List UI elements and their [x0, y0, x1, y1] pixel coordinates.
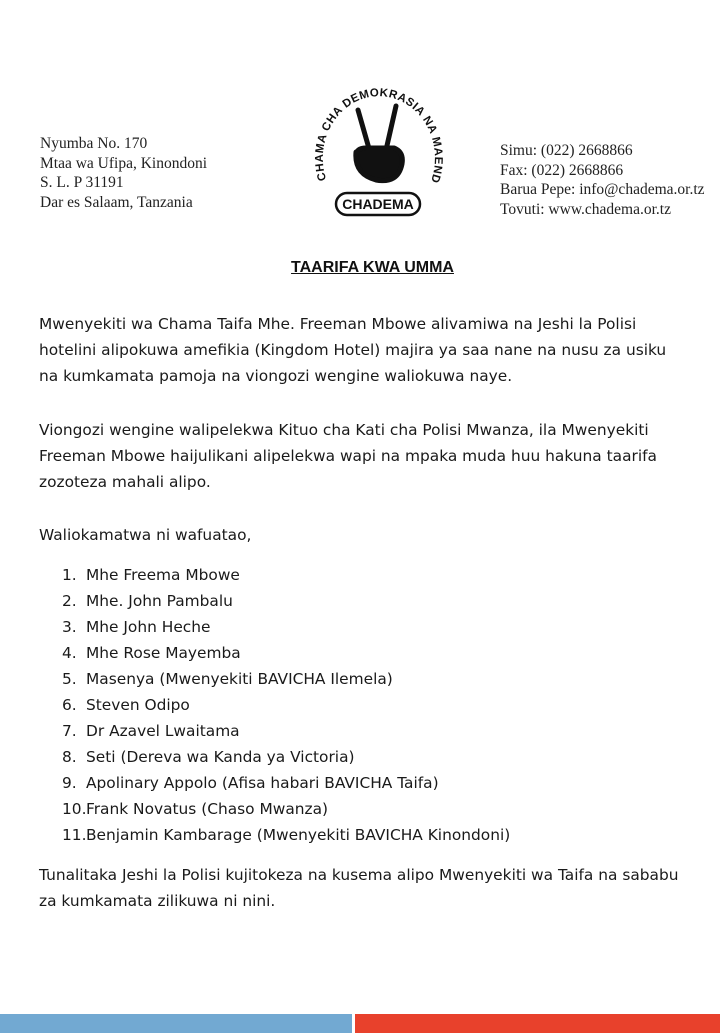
list-name: Apolinary Appolo (Afisa habari BAVICHA Taifa) — [86, 774, 439, 792]
list-item — [62, 718, 510, 744]
list-item — [62, 822, 510, 848]
paragraph-demand: Tunalitaka Jeshi la Polisi kujitokeza na kusema alipo Mwenyekiti wa Taifa na sababu za kumkamata zilikuwa ni nini. — [39, 866, 679, 910]
list-item — [62, 562, 510, 588]
address-line: Dar es Salaam, Tanzania — [40, 193, 193, 211]
contact-phone: Simu: (022) 2668866 — [500, 142, 633, 159]
paragraph-list-intro: Waliokamatwa ni wafuatao, — [39, 526, 252, 544]
address-line: S. L. P 31191 — [40, 174, 124, 191]
logo-name: CHADEMA — [342, 196, 414, 212]
list-name: Seti (Dereva wa Kanda ya Victoria) — [86, 748, 355, 766]
list-number: 2. — [62, 592, 77, 610]
list-name: Mhe Freema Mbowe — [86, 566, 240, 584]
list-number: 6. — [62, 696, 77, 714]
contact-email: Barua Pepe: info@chadema.or.tz — [500, 181, 705, 198]
list-item — [62, 666, 510, 692]
list-number: 8. — [62, 748, 77, 766]
contact-details — [500, 141, 705, 219]
list-name: Mhe. John Pambalu — [86, 592, 233, 610]
list-name: Dr Azavel Lwaitama — [86, 722, 240, 740]
list-item — [62, 640, 510, 666]
contact-fax: Fax: (022) 2668866 — [500, 161, 624, 179]
chadema-logo-graphic — [298, 72, 458, 222]
footer-bar-blue — [0, 1014, 352, 1033]
list-number: 7. — [62, 722, 77, 740]
list-number: 10. — [62, 800, 87, 818]
list-item — [62, 744, 510, 770]
document-title: TAARIFA KWA UMMA — [291, 259, 454, 276]
list-item — [62, 796, 510, 822]
list-item — [62, 770, 510, 796]
list-number: 9. — [62, 774, 77, 792]
contact-website: Tovuti: www.chadema.or.tz — [500, 200, 671, 218]
list-item — [62, 588, 510, 614]
list-number: 4. — [62, 644, 77, 662]
list-name: Steven Odipo — [86, 696, 190, 714]
address-line: Mtaa wa Ufipa, Kinondoni — [40, 154, 208, 172]
list-number: 5. — [62, 670, 77, 688]
list-item — [62, 614, 510, 640]
list-item — [62, 692, 510, 718]
list-name: Benjamin Kambarage (Mwenyekiti BAVICHA Kinondoni) — [86, 826, 511, 844]
paragraph-arrest: Mwenyekiti wa Chama Taifa Mhe. Freeman Mbowe alivamiwa na Jeshi la Polisi hotelini alipokuwa amefikia (Kingdom Hotel) majira ya saa nane na nusu za usiku na kumkamata pamoja na viongozi wengine waliokuwa naye. — [39, 315, 667, 385]
footer-bar-red — [355, 1014, 720, 1033]
list-name: Frank Novatus (Chaso Mwanza) — [86, 800, 329, 818]
list-name: Mhe Rose Mayemba — [86, 644, 241, 662]
list-name: Mhe John Heche — [86, 618, 211, 636]
logo-arc-text: CHAMA CHA DEMOKRASIA NA MAEND — [313, 87, 445, 185]
list-number: 3. — [62, 618, 77, 636]
arrested-list — [62, 562, 510, 848]
victory-hand-icon — [356, 106, 403, 181]
chadema-logo — [298, 72, 458, 222]
address-line: Nyumba No. 170 — [40, 135, 148, 152]
list-number: 1. — [62, 566, 77, 584]
list-number: 11. — [62, 826, 87, 844]
list-name: Masenya (Mwenyekiti BAVICHA Ilemela) — [86, 670, 393, 688]
postal-address — [40, 134, 207, 212]
paragraph-whereabouts: Viongozi wengine walipelekwa Kituo cha Kati cha Polisi Mwanza, ila Mwenyekiti Freeman Mbowe haijulikani alipelekwa wapi na mpaka muda huu hakuna taarifa zozoteza mahali alipo. — [39, 421, 657, 491]
